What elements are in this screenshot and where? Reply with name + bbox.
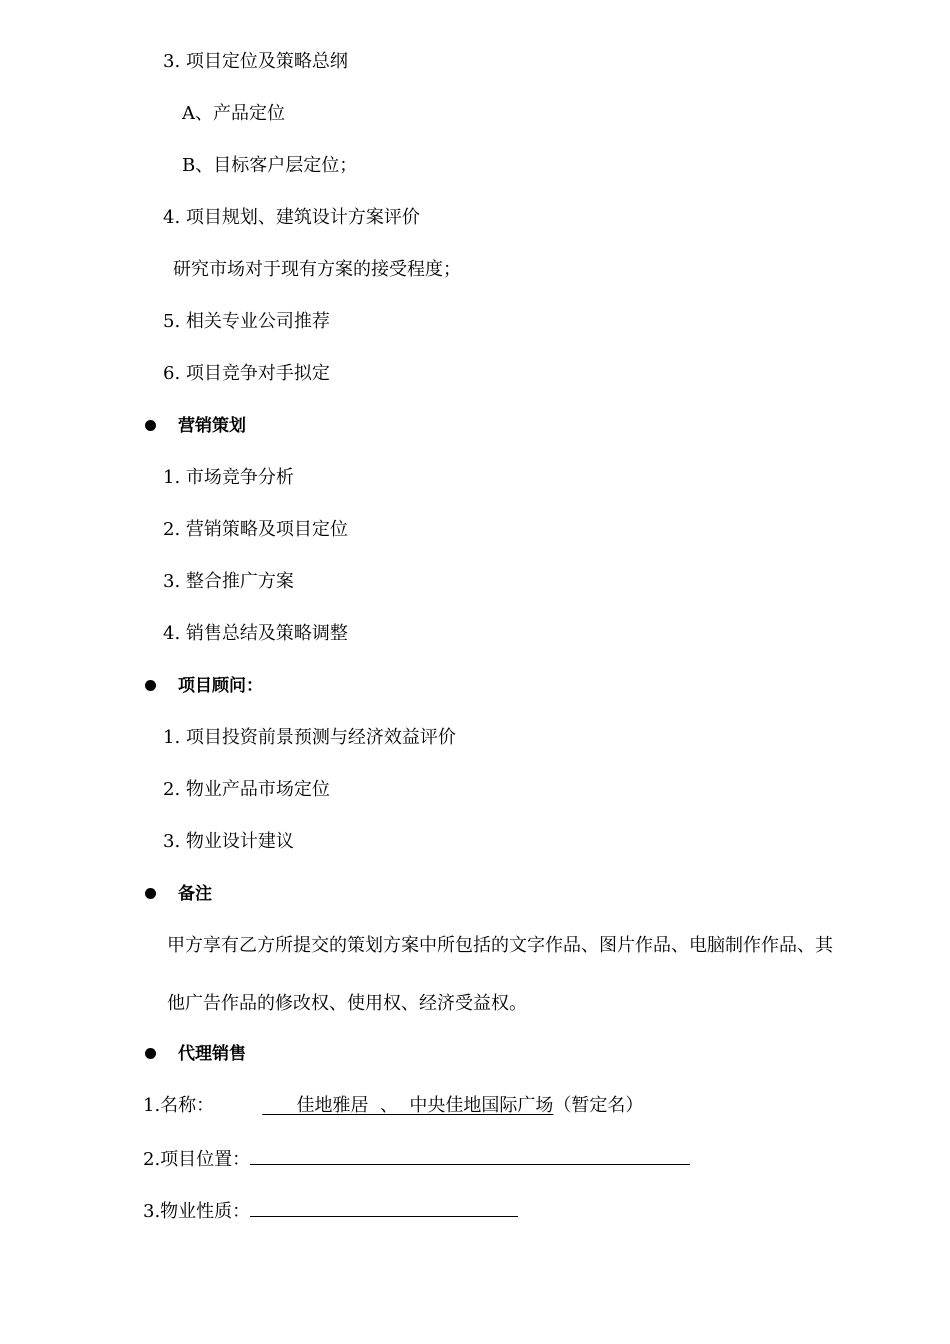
field-project-location-label: 2.项目位置： <box>143 1149 251 1170</box>
field-property-type-blank <box>250 1198 518 1217</box>
bullet-notes <box>145 888 156 899</box>
consulting-item-1: 1. 项目投资前景预测与经济效益评价 <box>163 727 456 748</box>
item-competitor-selection: 6. 项目竞争对手拟定 <box>163 363 330 384</box>
field-project-location-blank <box>250 1146 690 1165</box>
bullet-marketing <box>145 420 156 431</box>
item-positioning-strategy: 3. 项目定位及策略总纲 <box>163 51 348 72</box>
notes-paragraph-line-1: 甲方享有乙方所提交的策划方案中所包括的文字作品、图片作品、电脑制作作品、其 <box>167 935 833 956</box>
field-project-name-suffix: （暂定名） <box>553 1095 644 1116</box>
consulting-item-3: 3. 物业设计建议 <box>163 831 294 852</box>
item-company-recommendation: 5. 相关专业公司推荐 <box>163 311 330 332</box>
field-project-name-value: 佳地雅居 、 中央佳地国际广场 <box>262 1095 554 1116</box>
field-project-name <box>143 1094 643 1118</box>
item-target-customer-positioning: B、目标客户层定位； <box>182 155 358 176</box>
field-project-location <box>143 1146 690 1172</box>
field-property-type-label: 3.物业性质： <box>143 1201 251 1222</box>
item-planning-evaluation-desc: 研究市场对于现有方案的接受程度； <box>173 259 461 280</box>
heading-notes: 备注 <box>178 884 212 904</box>
item-product-positioning: A、产品定位 <box>182 103 285 124</box>
heading-agency: 代理销售 <box>178 1044 246 1064</box>
heading-consulting: 项目顾问： <box>178 676 263 696</box>
field-property-type <box>143 1198 518 1224</box>
bullet-consulting <box>145 680 156 691</box>
heading-marketing: 营销策划 <box>178 416 246 436</box>
field-project-name-label: 1.名称： <box>143 1095 215 1116</box>
notes-paragraph-line-2: 他广告作品的修改权、使用权、经济受益权。 <box>167 993 527 1014</box>
marketing-item-1: 1. 市场竞争分析 <box>163 467 294 488</box>
marketing-item-2: 2. 营销策略及项目定位 <box>163 519 348 540</box>
marketing-item-4: 4. 销售总结及策略调整 <box>163 623 348 644</box>
bullet-agency <box>145 1048 156 1059</box>
consulting-item-2: 2. 物业产品市场定位 <box>163 779 330 800</box>
item-planning-evaluation: 4. 项目规划、建筑设计方案评价 <box>163 207 420 228</box>
marketing-item-3: 3. 整合推广方案 <box>163 571 294 592</box>
